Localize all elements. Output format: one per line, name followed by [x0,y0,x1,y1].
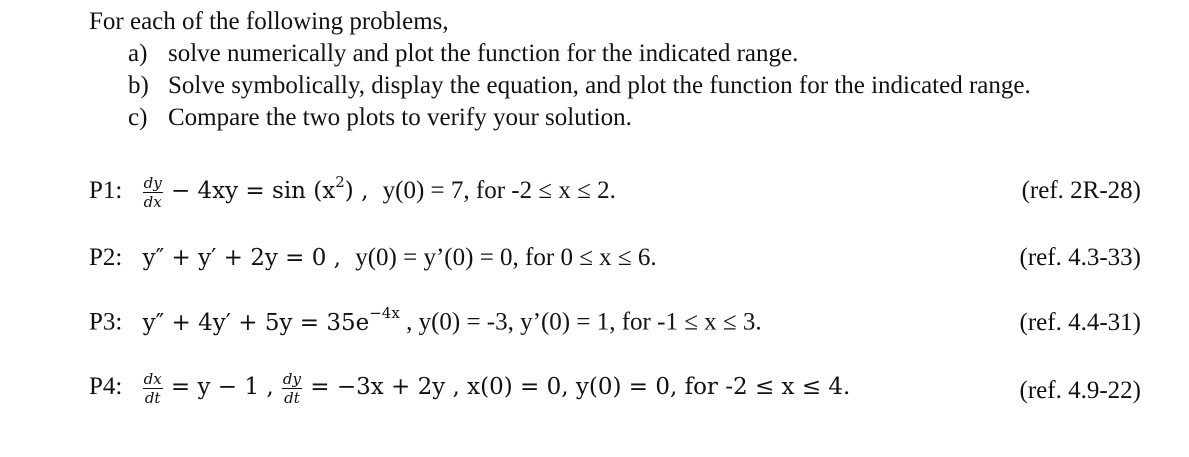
exponent: −4x [369,304,400,322]
problem-4-fraction-2 [282,370,302,407]
task-c-text: Compare the two plots to verify your solution. [168,104,632,131]
problem-1-label: P1: [89,177,123,205]
task-a [128,40,798,68]
problem-2-equation: y″ + y′ + 2y = 0 , [142,245,341,271]
fraction-numerator: dy [282,370,301,388]
problem-3 [89,304,762,337]
fraction-numerator: dy [143,174,162,192]
equation-part: − 4xy = sin (x [170,178,336,205]
fraction-denominator: dt [144,389,161,407]
exponent: 2 [335,172,345,191]
fraction-denominator: dt [284,389,300,407]
problem-2-label: P2: [89,244,123,271]
task-b [128,72,1031,100]
task-c-label: c) [128,104,148,131]
problem-1-equation [170,172,369,205]
problem-4-equation-2: = −3x + 2y , x(0) = 0, y(0) = 0, for -2 ≤ x ≤ 4. [310,374,851,401]
task-a-text: solve numerically and plot the function for the indicated range. [168,40,799,67]
task-b-text: Solve symbolically, display the equation, and plot the function for the indicated range. [168,72,1031,99]
problem-2 [89,244,657,272]
problem-3-ref: (ref. 4.4-31) [1019,309,1141,336]
task-b-label: b) [128,72,149,99]
problem-1-conditions: y(0) = 7, for -2 ≤ x ≤ 2. [382,177,616,205]
problem-3-label: P3: [89,308,123,336]
problem-3-conditions: , y(0) = -3, y’(0) = 1, for -1 ≤ x ≤ 3. [406,308,762,336]
problem-2-ref: (ref. 4.3-33) [1019,244,1141,271]
problem-3-equation [142,304,400,336]
problem-4-fraction-1 [143,370,163,407]
equation-part: ) , [344,178,369,205]
intro-text: For each of the following problems, [89,8,449,35]
problem-4-ref: (ref. 4.9-22) [1019,377,1141,404]
problem-2-conditions: y(0) = y’(0) = 0, for 0 ≤ x ≤ 6. [355,244,657,271]
problem-1-fraction [143,174,163,211]
task-c [128,104,632,132]
fraction-denominator: dx [143,193,162,211]
problem-4-equation-1: = y − 1 , [170,374,274,401]
problem-4-label: P4: [89,373,123,401]
problem-4 [89,370,850,407]
problem-1-ref: (ref. 2R-28) [1021,177,1141,204]
task-a-label: a) [128,40,148,67]
equation-part: y″ + 4y′ + 5y = 35e [142,309,370,336]
fraction-numerator: dx [143,370,162,388]
problem-1 [89,174,616,211]
